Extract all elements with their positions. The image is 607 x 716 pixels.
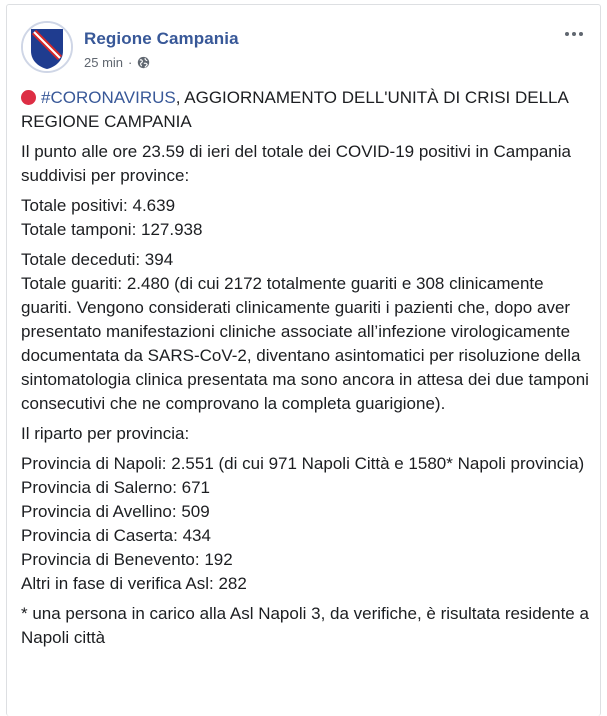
provinces-list (21, 452, 591, 596)
post-meta (84, 55, 150, 70)
total-deceduti: Totale deceduti: 394 (21, 250, 174, 269)
total-tamponi: Totale tamponi: 127.938 (21, 220, 203, 239)
page-name-link[interactable]: Regione Campania (84, 29, 239, 48)
hashtag-link[interactable]: #CORONAVIRUS (41, 88, 176, 107)
totals-group-1 (21, 194, 591, 242)
more-options-icon[interactable] (560, 23, 588, 45)
avatar[interactable] (21, 21, 73, 73)
more-dot (572, 32, 576, 36)
regione-campania-logo-icon (23, 23, 71, 71)
total-guariti: Totale guariti: 2.480 (di cui 2172 totalmente guariti e 308 clinicamente guariti. Vengono considerati clinicamente guariti i pazienti che, dopo aver presentato manifestazioni cliniche associate all’infezione virologicamente documentata da SARS-CoV-2, diventano asintomatici per risoluzione della sintomatologia clinica presentata ma sono ancora in attesa dei due tamponi consecutivi che ne comprovano la completa guarigione). (21, 274, 589, 413)
riparto-heading: Il riparto per provincia: (21, 424, 190, 443)
province-caserta: Provincia di Caserta: 434 (21, 526, 211, 545)
province-salerno: Provincia di Salerno: 671 (21, 478, 211, 497)
altri-in-verifica: Altri in fase di verifica Asl: 282 (21, 574, 247, 593)
red-circle-icon (21, 90, 36, 105)
province-avellino: Provincia di Avellino: 509 (21, 502, 210, 521)
post-card (6, 4, 601, 716)
post-body (21, 86, 591, 656)
more-dot (565, 32, 569, 36)
meta-separator: · (128, 55, 133, 70)
globe-icon[interactable] (137, 56, 150, 69)
post-timestamp[interactable]: 25 min (84, 55, 124, 70)
footnote: * una persona in carico alla Asl Napoli 3, da verifiche, è risultata residente a Napoli città (21, 604, 589, 647)
post-intro: Il punto alle ore 23.59 di ieri del totale dei COVID-19 positivi in Campania suddivisi per province: (21, 142, 571, 185)
post-header (21, 21, 588, 81)
province-benevento: Provincia di Benevento: 192 (21, 550, 233, 569)
total-positivi: Totale positivi: 4.639 (21, 196, 176, 215)
post-title (21, 86, 591, 134)
totals-group-2 (21, 248, 591, 416)
post-title-text: , AGGIORNAMENTO DELL'UNITÀ DI CRISI DELLA REGIONE CAMPANIA (21, 88, 568, 131)
province-napoli: Provincia di Napoli: 2.551 (di cui 971 Napoli Città e 1580* Napoli provincia) (21, 454, 585, 473)
more-dot (579, 32, 583, 36)
